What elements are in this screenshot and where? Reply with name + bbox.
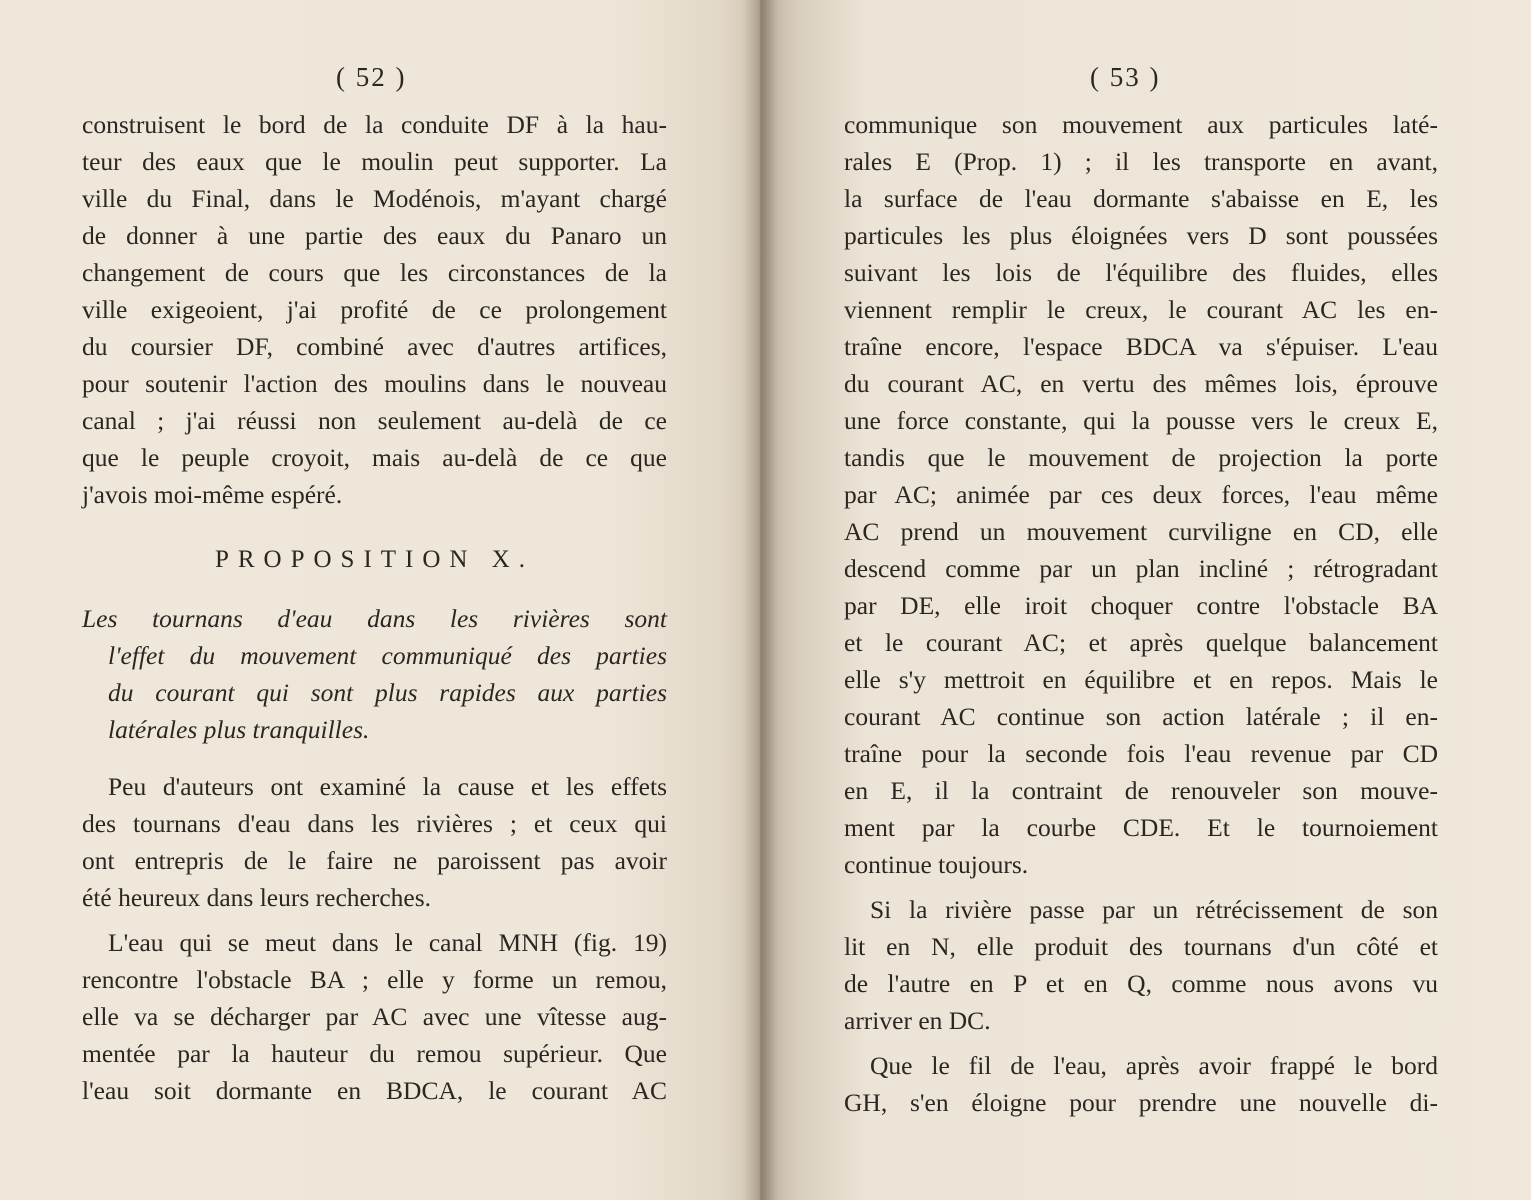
text-line: particules les plus éloignées vers D sont poussées bbox=[844, 221, 1438, 250]
book-gutter bbox=[742, 0, 778, 1200]
text-line: l'eau soit dormante en BDCA, le courant AC bbox=[82, 1076, 667, 1105]
text-line: en E, il la contraint de renouveler son mouve- bbox=[844, 776, 1438, 805]
text-line: par DE, elle iroit choquer contre l'obstacle BA bbox=[844, 591, 1438, 620]
text-line: pour soutenir l'action des moulins dans le nouveau bbox=[82, 369, 667, 398]
text-line: tandis que le mouvement de projection la porte bbox=[844, 443, 1438, 472]
text-line: été heureux dans leurs recherches. bbox=[82, 883, 432, 912]
text-line: du coursier DF, combiné avec d'autres artifices, bbox=[82, 332, 667, 361]
text-line: Que le fil de l'eau, après avoir frappé le bord bbox=[870, 1051, 1438, 1080]
text-line: j'avois moi-même espéré. bbox=[82, 480, 343, 509]
spacer bbox=[82, 748, 667, 768]
text-line: AC prend un mouvement curviligne en CD, elle bbox=[844, 517, 1438, 546]
text-line: descend comme par un plan incliné ; rétrogradant bbox=[844, 554, 1438, 583]
proposition-line: du courant qui sont plus rapides aux parties bbox=[108, 678, 667, 707]
text-line: rencontre l'obstacle BA ; elle y forme un remou, bbox=[82, 965, 667, 994]
left-page-text bbox=[82, 106, 667, 1109]
text-line: arriver en DC. bbox=[844, 1006, 991, 1035]
page-number-left: ( 52 ) bbox=[336, 62, 407, 92]
left-page bbox=[0, 0, 760, 1200]
text-line: de l'autre en P et en Q, comme nous avons vu bbox=[844, 969, 1438, 998]
right-page bbox=[760, 0, 1531, 1200]
text-line: des tournans d'eau dans les rivières ; et ceux qui bbox=[82, 809, 667, 838]
text-line: L'eau qui se meut dans le canal MNH (fig. 19) bbox=[108, 928, 667, 957]
spacer bbox=[844, 1039, 1438, 1047]
text-line: canal ; j'ai réussi non seulement au-delà de ce bbox=[82, 406, 667, 435]
proposition-line: Les tournans d'eau dans les rivières sont bbox=[82, 604, 667, 633]
text-line: communique son mouvement aux particules laté- bbox=[844, 110, 1438, 139]
text-line: ville du Final, dans le Modénois, m'ayant chargé bbox=[82, 184, 667, 213]
proposition-line: l'effet du mouvement communiqué des parties bbox=[108, 641, 667, 670]
text-line: ville exigeoient, j'ai profité de ce prolongement bbox=[82, 295, 667, 324]
text-line: par AC; animée par ces deux forces, l'eau même bbox=[844, 480, 1438, 509]
text-line: que le peuple croyoit, mais au-delà de ce que bbox=[82, 443, 667, 472]
proposition-heading: PROPOSITION X. bbox=[214, 546, 535, 573]
text-line: continue toujours. bbox=[844, 850, 1029, 879]
spacer bbox=[844, 883, 1438, 891]
text-line: suivant les lois de l'équilibre des fluides, elles bbox=[844, 258, 1438, 287]
text-line: viennent remplir le creux, le courant AC les en- bbox=[844, 295, 1438, 324]
text-line: une force constante, qui la pousse vers le creux E, bbox=[844, 406, 1438, 435]
proposition-statement bbox=[82, 600, 667, 748]
page-number-right: ( 53 ) bbox=[1090, 62, 1161, 92]
text-line: traîne encore, l'espace BDCA va s'épuiser. L'eau bbox=[844, 332, 1438, 361]
text-line: rales E (Prop. 1) ; il les transporte en avant, bbox=[844, 147, 1438, 176]
text-line: GH, s'en éloigne pour prendre une nouvelle di- bbox=[844, 1088, 1438, 1117]
text-line: elle va se décharger par AC avec une vîtesse aug- bbox=[82, 1002, 667, 1031]
text-line: traîne pour la seconde fois l'eau revenue par CD bbox=[844, 739, 1438, 768]
right-page-text bbox=[844, 106, 1438, 1121]
text-line: teur des eaux que le moulin peut supporter. La bbox=[82, 147, 667, 176]
text-line: changement de cours que les circonstances de la bbox=[82, 258, 667, 287]
text-line: Peu d'auteurs ont examiné la cause et les effets bbox=[108, 772, 667, 801]
text-line: courant AC continue son action latérale ; il en- bbox=[844, 702, 1438, 731]
text-line: la surface de l'eau dormante s'abaisse en E, les bbox=[844, 184, 1438, 213]
text-line: de donner à une partie des eaux du Panaro un bbox=[82, 221, 667, 250]
text-line: mentée par la hauteur du remou supérieur. Que bbox=[82, 1039, 667, 1068]
proposition-line: latérales plus tranquilles. bbox=[108, 715, 370, 744]
text-line: ment par la courbe CDE. Et le tournoiement bbox=[844, 813, 1438, 842]
text-line: construisent le bord de la conduite DF à la hau- bbox=[82, 110, 667, 139]
text-line: elle s'y mettroit en équilibre et en repos. Mais le bbox=[844, 665, 1438, 694]
text-line: du courant AC, en vertu des mêmes lois, éprouve bbox=[844, 369, 1438, 398]
spacer bbox=[82, 916, 667, 924]
text-line: et le courant AC; et après quelque balancement bbox=[844, 628, 1438, 657]
text-line: ont entrepris de le faire ne paroissent pas avoir bbox=[82, 846, 667, 875]
text-line: lit en N, elle produit des tournans d'un côté et bbox=[844, 932, 1438, 961]
text-line: Si la rivière passe par un rétrécissement de son bbox=[870, 895, 1438, 924]
